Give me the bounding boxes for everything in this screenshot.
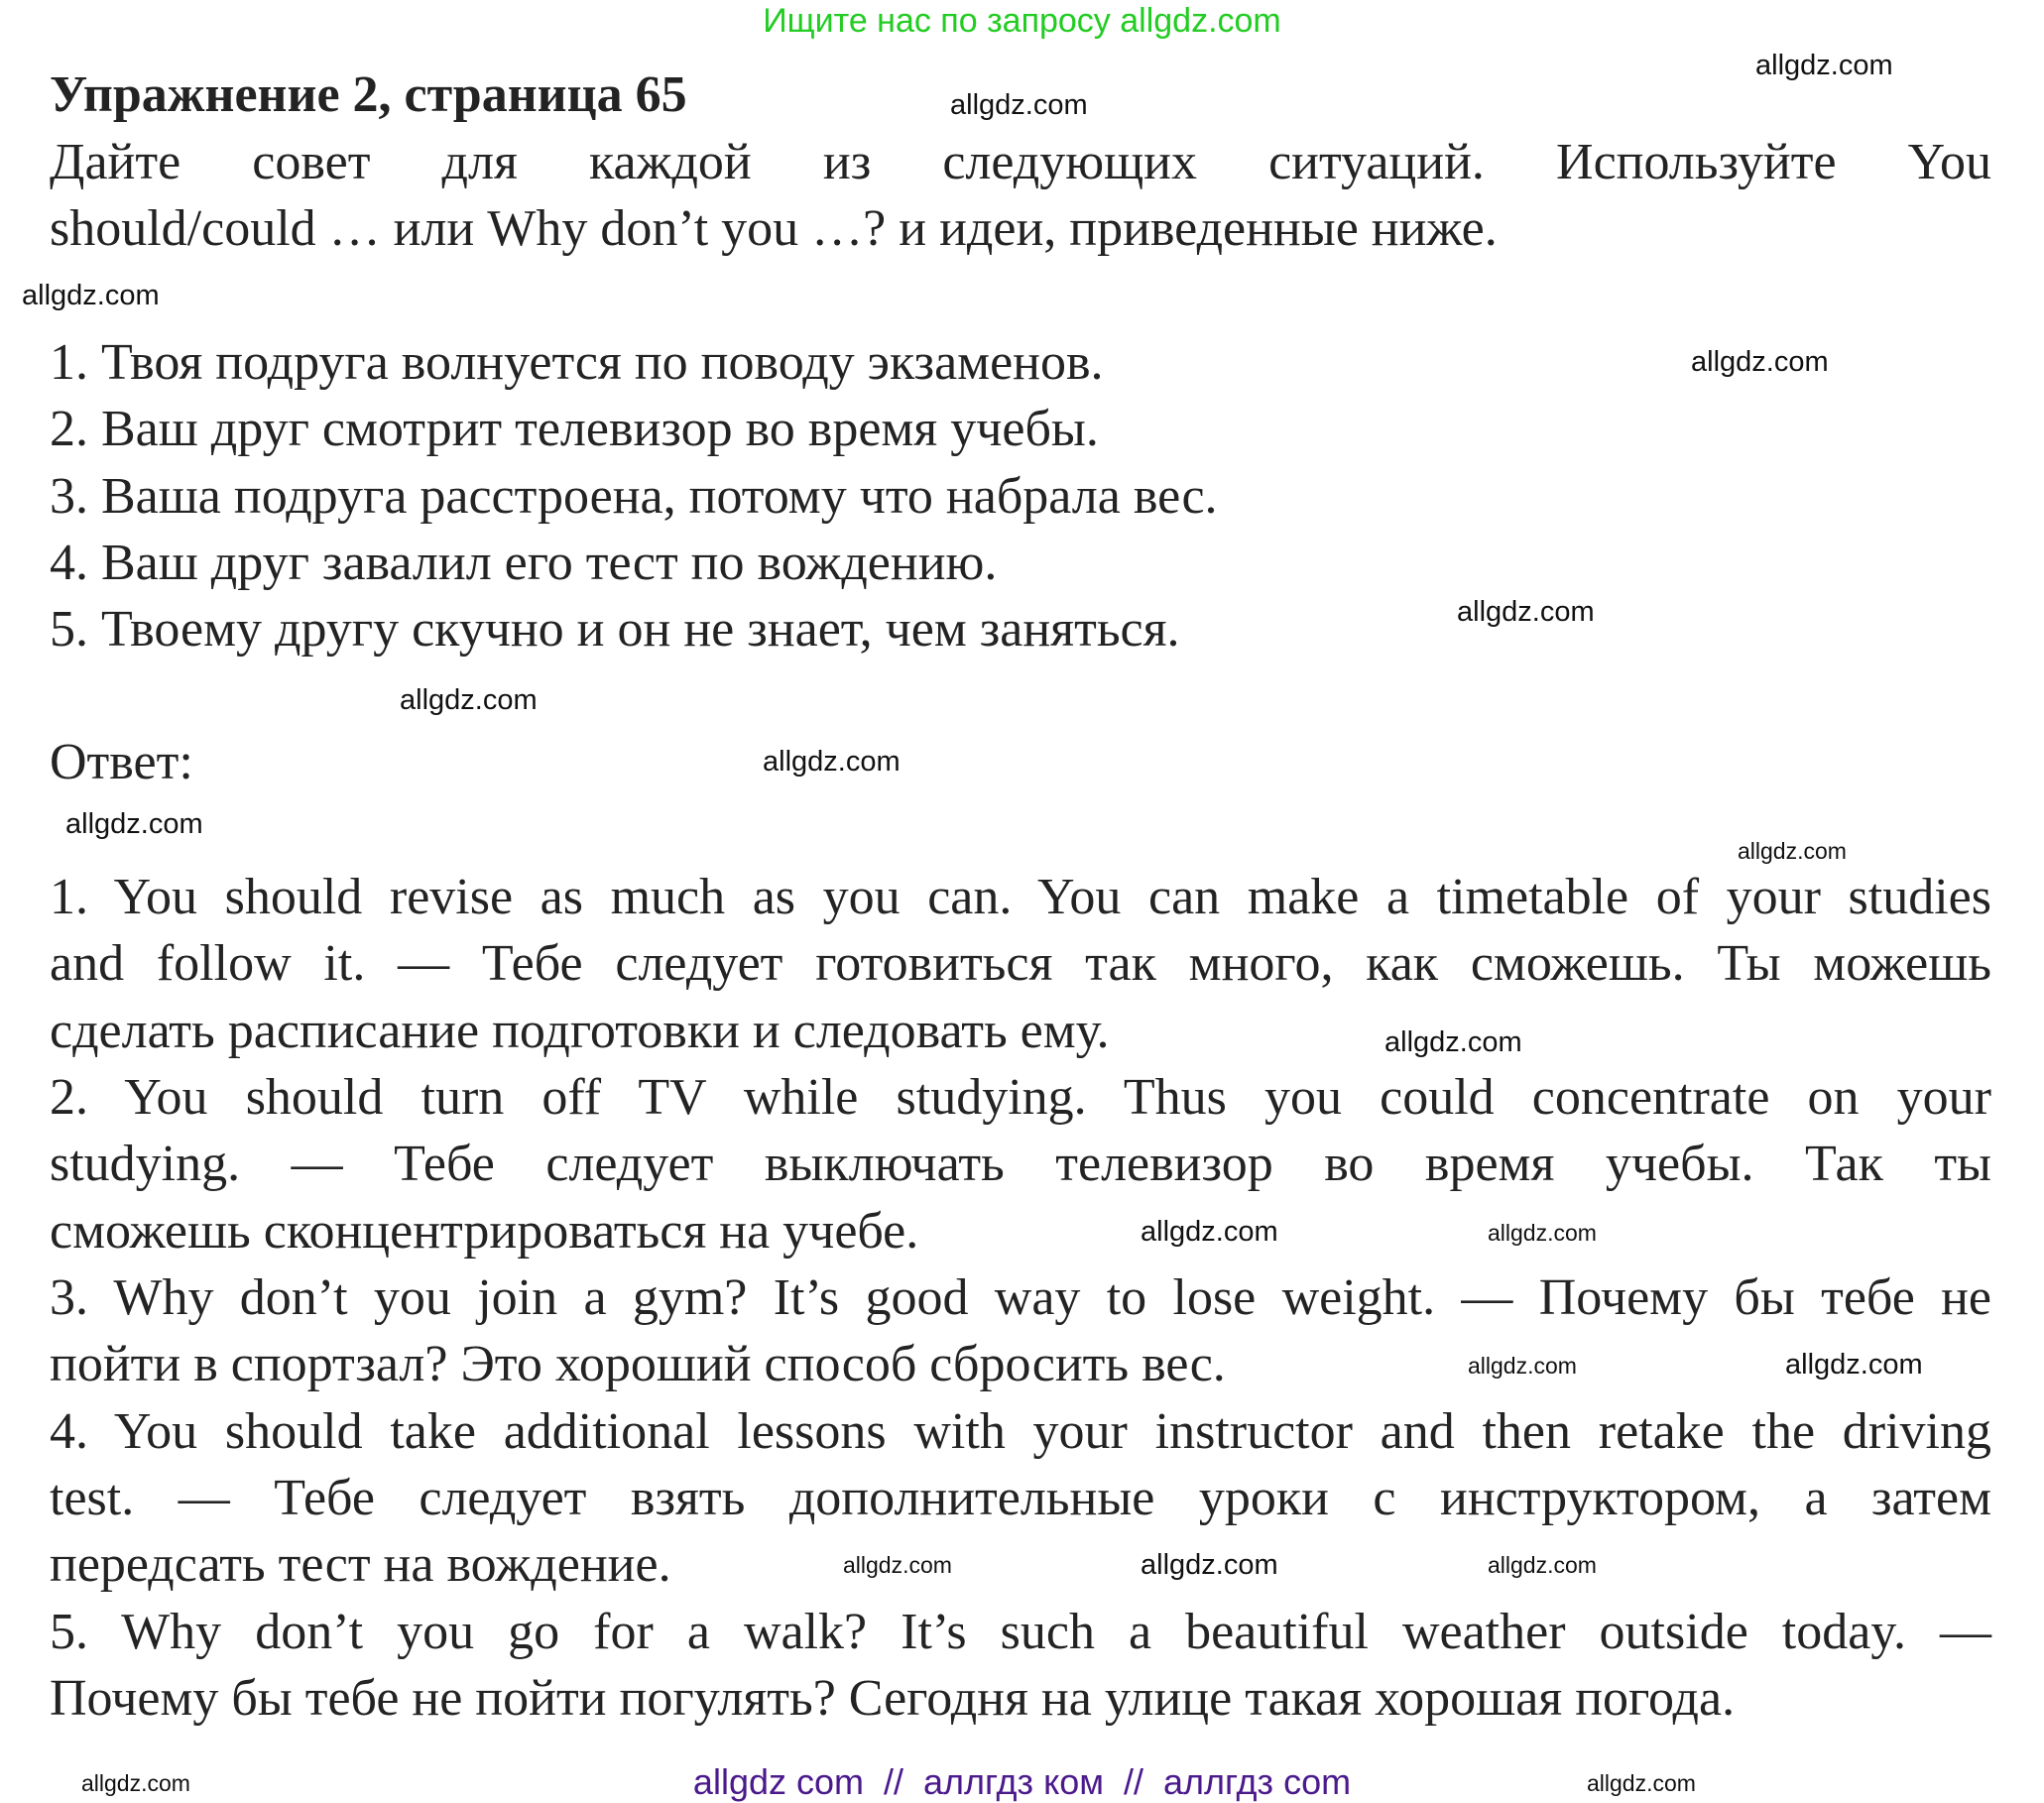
answer-line: сделать расписание подготовки и следовать ему. [50,1003,1110,1059]
exercise-title: Упражнение 2, страница 65 [50,66,687,123]
watermark: allgdz.com [843,1552,952,1578]
answer-line: 5. Why don’t you go for a walk? It’s such a beautiful weather outside today. — [50,1604,1991,1660]
answer-line: 1. You should revise as much as you can. You can make a timetable of your studies [50,869,1991,925]
answer-line: 4. You should take additional lessons with your instructor and then retake the driving [50,1403,1991,1460]
watermark: allgdz.com [950,89,1088,121]
watermark: allgdz.com [1691,346,1829,378]
answer-line: 3. Why don’t you join a gym? It’s good way to lose weight. — Почему бы тебе не [50,1269,1991,1326]
answer-line: 2. You should turn off TV while studying. Thus you could concentrate on your [50,1069,1991,1126]
watermark: allgdz.com [1457,596,1595,628]
watermark: allgdz.com [1141,1549,1278,1581]
answer-line: test. — Тебе следует взять дополнительные уроки с инструктором, а затем [50,1470,1991,1526]
task-item: 3. Ваша подруга расстроена, потому что набрала вес. [50,468,1218,525]
footer-links: allgdz com // аллгдз ком // аллгдз com [692,1761,1352,1802]
watermark: allgdz.com [1785,1349,1923,1381]
watermark: allgdz.com [1488,1220,1597,1246]
answer-line: передсать тест на вождение. [50,1536,671,1593]
watermark: allgdz.com [763,746,901,778]
watermark: allgdz.com [1468,1353,1577,1379]
task-item: 4. Ваш друг завалил его тест по вождению. [50,535,998,591]
watermark: allgdz.com [81,1770,190,1796]
watermark: allgdz.com [1755,50,1893,81]
watermark: allgdz.com [1141,1216,1278,1248]
answer-line: сможешь сконцентрироваться на учебе. [50,1203,919,1260]
task-item: 5. Твоему другу скучно и он не знает, чем заняться. [50,601,1180,658]
watermark: allgdz.com [400,684,538,716]
watermark: allgdz.com [1384,1026,1522,1058]
answer-line: пойти в спортзал? Это хороший способ сбросить вес. [50,1336,1226,1392]
task-item: 2. Ваш друг смотрит телевизор во время учебы. [50,401,1099,457]
watermark: allgdz.com [65,808,203,840]
footer-bar [0,1761,2044,1803]
search-banner: Ищите нас по запросу allgdz.com [763,2,1281,40]
watermark: allgdz.com [1488,1552,1597,1578]
task-item: 1. Твоя подруга волнуется по поводу экзаменов. [50,334,1104,391]
instruction-line: Дайте совет для каждой из следующих ситуаций. Используйте You [50,134,1991,190]
watermark: allgdz.com [22,280,160,311]
watermark: allgdz.com [1738,838,1847,864]
answer-line: and follow it. — Тебе следует готовиться так много, как сможешь. Ты можешь [50,935,1991,992]
instruction-line: should/could … или Why don’t you …? и идеи, приведенные ниже. [50,200,1498,257]
answer-line: Почему бы тебе не пойти погулять? Сегодня на улице такая хорошая погода. [50,1670,1736,1727]
watermark: allgdz.com [1587,1770,1696,1796]
answer-label: Ответ: [50,734,193,790]
answer-line: studying. — Тебе следует выключать телевизор во время учебы. Так ты [50,1136,1991,1192]
